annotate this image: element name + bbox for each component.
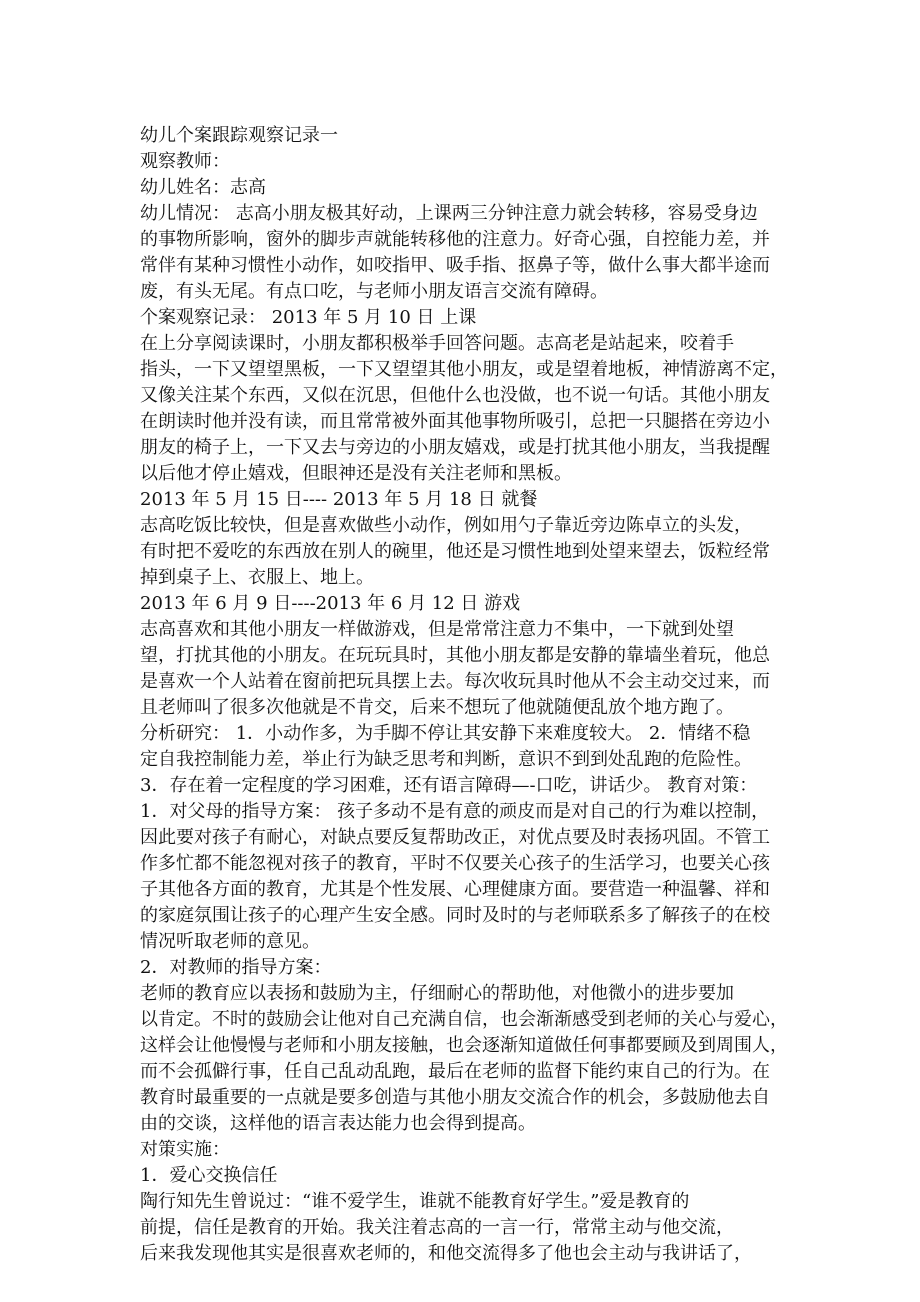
- text-line: 3．存在着一定程度的学习困难，还有语言障碍—-口吃，讲话少。 教育对策：: [140, 775, 758, 796]
- text-line: 因此要对孩子有耐心，对缺点要反复帮助改正，对优点要及时表扬巩固。不管工: [140, 827, 770, 848]
- text-line: 而不会孤僻行事，任自己乱动乱跑，最后在老师的监督下能约束自己的行为。在: [140, 1061, 770, 1082]
- text-line: 常伴有某种习惯性小动作，如咬指甲、吸手指、抠鼻子等，做什么事大都半途而: [140, 255, 770, 276]
- text-line: 教育时最重要的一点就是要多创造与其他小朋友交流合作的机会，多鼓励他去自: [140, 1087, 770, 1108]
- text-line: 前提，信任是教育的开始。我关注着志高的一言一行，常常主动与他交流，: [140, 1217, 734, 1238]
- text-line: 后来我发现他其实是很喜欢老师的，和他交流得多了他也会主动与我讲话了，: [140, 1243, 752, 1264]
- text-line: 又像关注某个东西，又似在沉思，但他什么也没做，也不说一句话。其他小朋友: [140, 385, 770, 406]
- text-line: 朋友的椅子上，一下又去与旁边的小朋友嬉戏，或是打扰其他小朋友，当我提醒: [140, 437, 770, 458]
- text-line: 幼儿情况： 志高小朋友极其好动，上课两三分钟注意力就会转移，容易受身边: [140, 203, 758, 224]
- text-line: 幼儿姓名：志高: [140, 177, 266, 198]
- text-line: 指头，一下又望望黑板，一下又望望其他小朋友，或是望着地板，神情游离不定，: [140, 359, 788, 380]
- text-line: 的事物所影响，窗外的脚步声就能转移他的注意力。好奇心强，自控能力差，并: [140, 229, 770, 250]
- text-line: 2013 年 6 月 9 日----2013 年 6 月 12 日 游戏: [140, 593, 521, 614]
- text-line: 且老师叫了很多次他就是不肯交，后来不想玩了他就随便乱放个地方跑了。: [140, 697, 734, 718]
- text-line: 分析研究： 1．小动作多，为手脚不停让其安静下来难度较大。 2．情绪不稳: [140, 723, 751, 744]
- text-line: 个案观察记录： 2013 年 5 月 10 日 上课: [140, 307, 477, 328]
- text-line: 观察教师：: [140, 151, 230, 172]
- text-line: 1．对父母的指导方案： 孩子多动不是有意的顽皮而是对自己的行为难以控制，: [140, 801, 770, 822]
- text-line: 子其他各方面的教育，尤其是个性发展、心理健康方面。要营造一种温馨、祥和: [140, 879, 770, 900]
- text-line: 以后他才停止嬉戏，但眼神还是没有关注老师和黑板。: [140, 463, 572, 484]
- text-line: 情况听取老师的意见。: [140, 931, 320, 952]
- text-line: 定自我控制能力差，举止行为缺乏思考和判断，意识不到到处乱跑的危险性。: [140, 749, 752, 770]
- text-line: 这样会让他慢慢与老师和小朋友接触，也会逐渐知道做任何事都要顾及到周围人，: [140, 1035, 788, 1056]
- text-line: 作多忙都不能忽视对孩子的教育，平时不仅要关心孩子的生活学习，也要关心孩: [140, 853, 770, 874]
- text-line: 对策实施：: [140, 1139, 230, 1160]
- text-line: 志高喜欢和其他小朋友一样做游戏，但是常常注意力不集中，一下就到处望: [140, 619, 734, 640]
- text-line: 由的交谈，这样他的语言表达能力也会得到提高。: [140, 1113, 536, 1134]
- text-line: 是喜欢一个人站着在窗前把玩具摆上去。每次收玩具时他从不会主动交过来，而: [140, 671, 770, 692]
- text-line: 志高吃饭比较快，但是喜欢做些小动作，例如用勺子靠近旁边陈卓立的头发，: [140, 515, 752, 536]
- text-line: 的家庭氛围让孩子的心理产生安全感。同时及时的与老师联系多了解孩子的在校: [140, 905, 770, 926]
- text-line: 望，打扰其他的小朋友。在玩玩具时，其他小朋友都是安静的靠墙坐着玩，他总: [140, 645, 770, 666]
- text-line: 2013 年 5 月 15 日---- 2013 年 5 月 18 日 就餐: [140, 489, 538, 510]
- text-line: 老师的教育应以表扬和鼓励为主，仔细耐心的帮助他，对他微小的进步要加: [140, 983, 734, 1004]
- text-line: 在朗读时他并没有读，而且常常被外面其他事物所吸引，总把一只腿搭在旁边小: [140, 411, 770, 432]
- text-line: 2．对教师的指导方案：: [140, 957, 332, 978]
- text-line: 陶行知先生曾说过：“谁不爱学生，谁就不能教育好学生。”爱是教育的: [140, 1191, 690, 1212]
- text-line: 有时把不爱吃的东西放在别人的碗里，他还是习惯性地到处望来望去，饭粒经常: [140, 541, 770, 562]
- text-line: 以肯定。不时的鼓励会让他对自己充满自信，也会渐渐感受到老师的关心与爱心，: [140, 1009, 788, 1030]
- document-title: 幼儿个案跟踪观察记录一: [140, 125, 338, 146]
- text-line: 在上分享阅读课时，小朋友都积极举手回答问题。志高老是站起来，咬着手: [140, 333, 734, 354]
- text-line: 废，有头无尾。有点口吃，与老师小朋友语言交流有障碍。: [140, 281, 608, 302]
- text-line: 1．爱心交换信任: [140, 1165, 278, 1186]
- text-line: 掉到桌子上、衣服上、地上。: [140, 567, 374, 588]
